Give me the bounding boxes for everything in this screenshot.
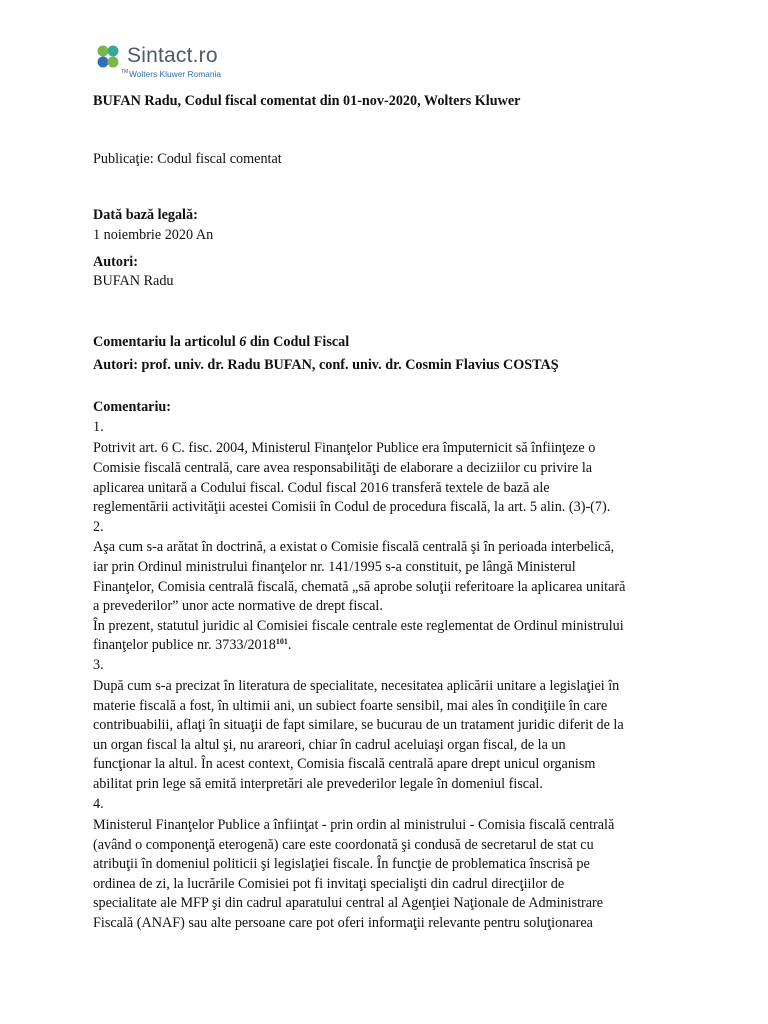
logo-trademark: TM xyxy=(121,69,129,75)
legal-base-label: Dată bază legală: xyxy=(93,207,198,223)
paragraph-3-line: abilitat prin lege să emită interpretări ale prevederilor legale în domeniul fiscal. xyxy=(93,776,543,792)
comment-label: Comentariu: xyxy=(93,399,172,415)
paragraph-1-line: reglementării activităţii acestei Comisii în Codul de procedura fiscală, la art. 5 alin. (3)-(7). xyxy=(93,499,611,515)
paragraph-3-line: contribuabilii, aflaţi în situaţii de fapt similare, se bucurau de un tratament juridic diferit de la xyxy=(93,717,624,733)
paragraph-4-line: Fiscală (ANAF) sau alte persoane care pot oferi informaţii relevante pentru soluţionarea xyxy=(93,915,593,931)
sintact-globe-icon xyxy=(93,43,123,73)
paragraph-number-3: 3. xyxy=(93,657,104,673)
paragraph-number-2: 2. xyxy=(93,519,104,535)
paragraph-2-end: . xyxy=(287,637,292,653)
publication-line: Publicaţie: Codul fiscal comentat xyxy=(93,151,282,167)
authors-label: Autori: xyxy=(93,254,138,270)
paragraph-number-1: 1. xyxy=(93,419,104,435)
document-title: BUFAN Radu, Codul fiscal comentat din 01-nov-2020, Wolters Kluwer xyxy=(93,93,521,109)
article-heading xyxy=(93,333,349,351)
paragraph-2-line: În prezent, statutul juridic al Comisiei fiscale centrale este reglementat de Ordinul ministrului xyxy=(93,618,624,634)
sintact-logo xyxy=(93,43,293,83)
article-heading-suffix: din Codul Fiscal xyxy=(246,334,350,350)
paragraph-number-4: 4. xyxy=(93,796,104,812)
paragraph-2-last-text: finanţelor publice nr. 3733/2018 xyxy=(93,637,276,653)
paragraph-1-line: Comisie fiscală centrală, care avea responsabilităţi de elaborare a deciziilor cu privire la xyxy=(93,460,593,476)
paragraph-1-line: aplicarea unitară a Codului fiscal. Codul fiscal 2016 transferă textele de bază ale xyxy=(93,480,550,496)
legal-base-value: 1 noiembrie 2020 An xyxy=(93,227,214,243)
paragraph-2-last-line xyxy=(93,636,291,654)
paragraph-3-line: un organ fiscal la altul şi, nu arareori, chiar în cadrul aceluiaşi organ fiscal, de la un xyxy=(93,737,566,753)
logo-subtitle: Wolters Kluwer Romania xyxy=(129,69,222,79)
paragraph-3-line: materie fiscală a fost, în ultimii ani, un subiect foarte sensibil, mai ales în condiţiile în care xyxy=(93,698,608,714)
paragraph-4-line: specialitate ale MFP şi din cadrul aparatului central al Agenţiei Naţionale de Administrare xyxy=(93,895,604,911)
paragraph-2-line: Aşa cum s-a arătat în doctrină, a existat o Comisie fiscală centrală şi în perioada interbelică, xyxy=(93,539,615,555)
logo-name: Sintact.ro xyxy=(127,44,218,67)
paragraph-2-line: iar prin Ordinul ministrului finanţelor nr. 141/1995 s-a constituit, pe lângă Ministerul xyxy=(93,559,576,575)
footnote-ref-101[interactable]: 101 xyxy=(275,637,288,646)
paragraph-4-line: Ministerul Finanţelor Publice a înfiinţat - prin ordin al ministrului - Comisia fiscală centrală xyxy=(93,817,615,833)
paragraph-3-line: După cum s-a precizat în literatura de specialitate, necesitatea aplicării unitare a legislaţiei în xyxy=(93,678,620,694)
article-authors: Autori: prof. univ. dr. Radu BUFAN, conf. univ. dr. Cosmin Flavius COSTAŞ xyxy=(93,357,559,373)
paragraph-1-line: Potrivit art. 6 C. fisc. 2004, Ministerul Finanţelor Publice era împuternicit să înfiinţeze o xyxy=(93,440,596,456)
paragraph-2-line: Finanţelor, Comisia centrală fiscală, chemată „să aprobe soluţii referitoare la aplicarea unitară xyxy=(93,579,626,595)
paragraph-3-line: funcţionar la altul. În acest context, Comisia fiscală centrală apare drept unicul organism xyxy=(93,756,596,772)
article-number: 6 xyxy=(239,334,247,350)
paragraph-4-line: atribuţii în domeniul politicii şi legislaţiei fiscale. În funcţie de problematica înscrisă pe xyxy=(93,856,590,872)
article-heading-prefix: Comentariu la articolul xyxy=(93,334,240,350)
paragraph-4-line: ordinea de zi, la lucrările Comisiei pot fi invitaţi specialişti din cadrul direcţiilor de xyxy=(93,876,565,892)
paragraph-4-line: (având o componenţă eterogenă) care este coordonată şi condusă de secretarul de stat cu xyxy=(93,837,594,853)
authors-value: BUFAN Radu xyxy=(93,273,174,289)
paragraph-2-line: a prevederilor” unor acte normative de drept fiscal. xyxy=(93,598,383,614)
